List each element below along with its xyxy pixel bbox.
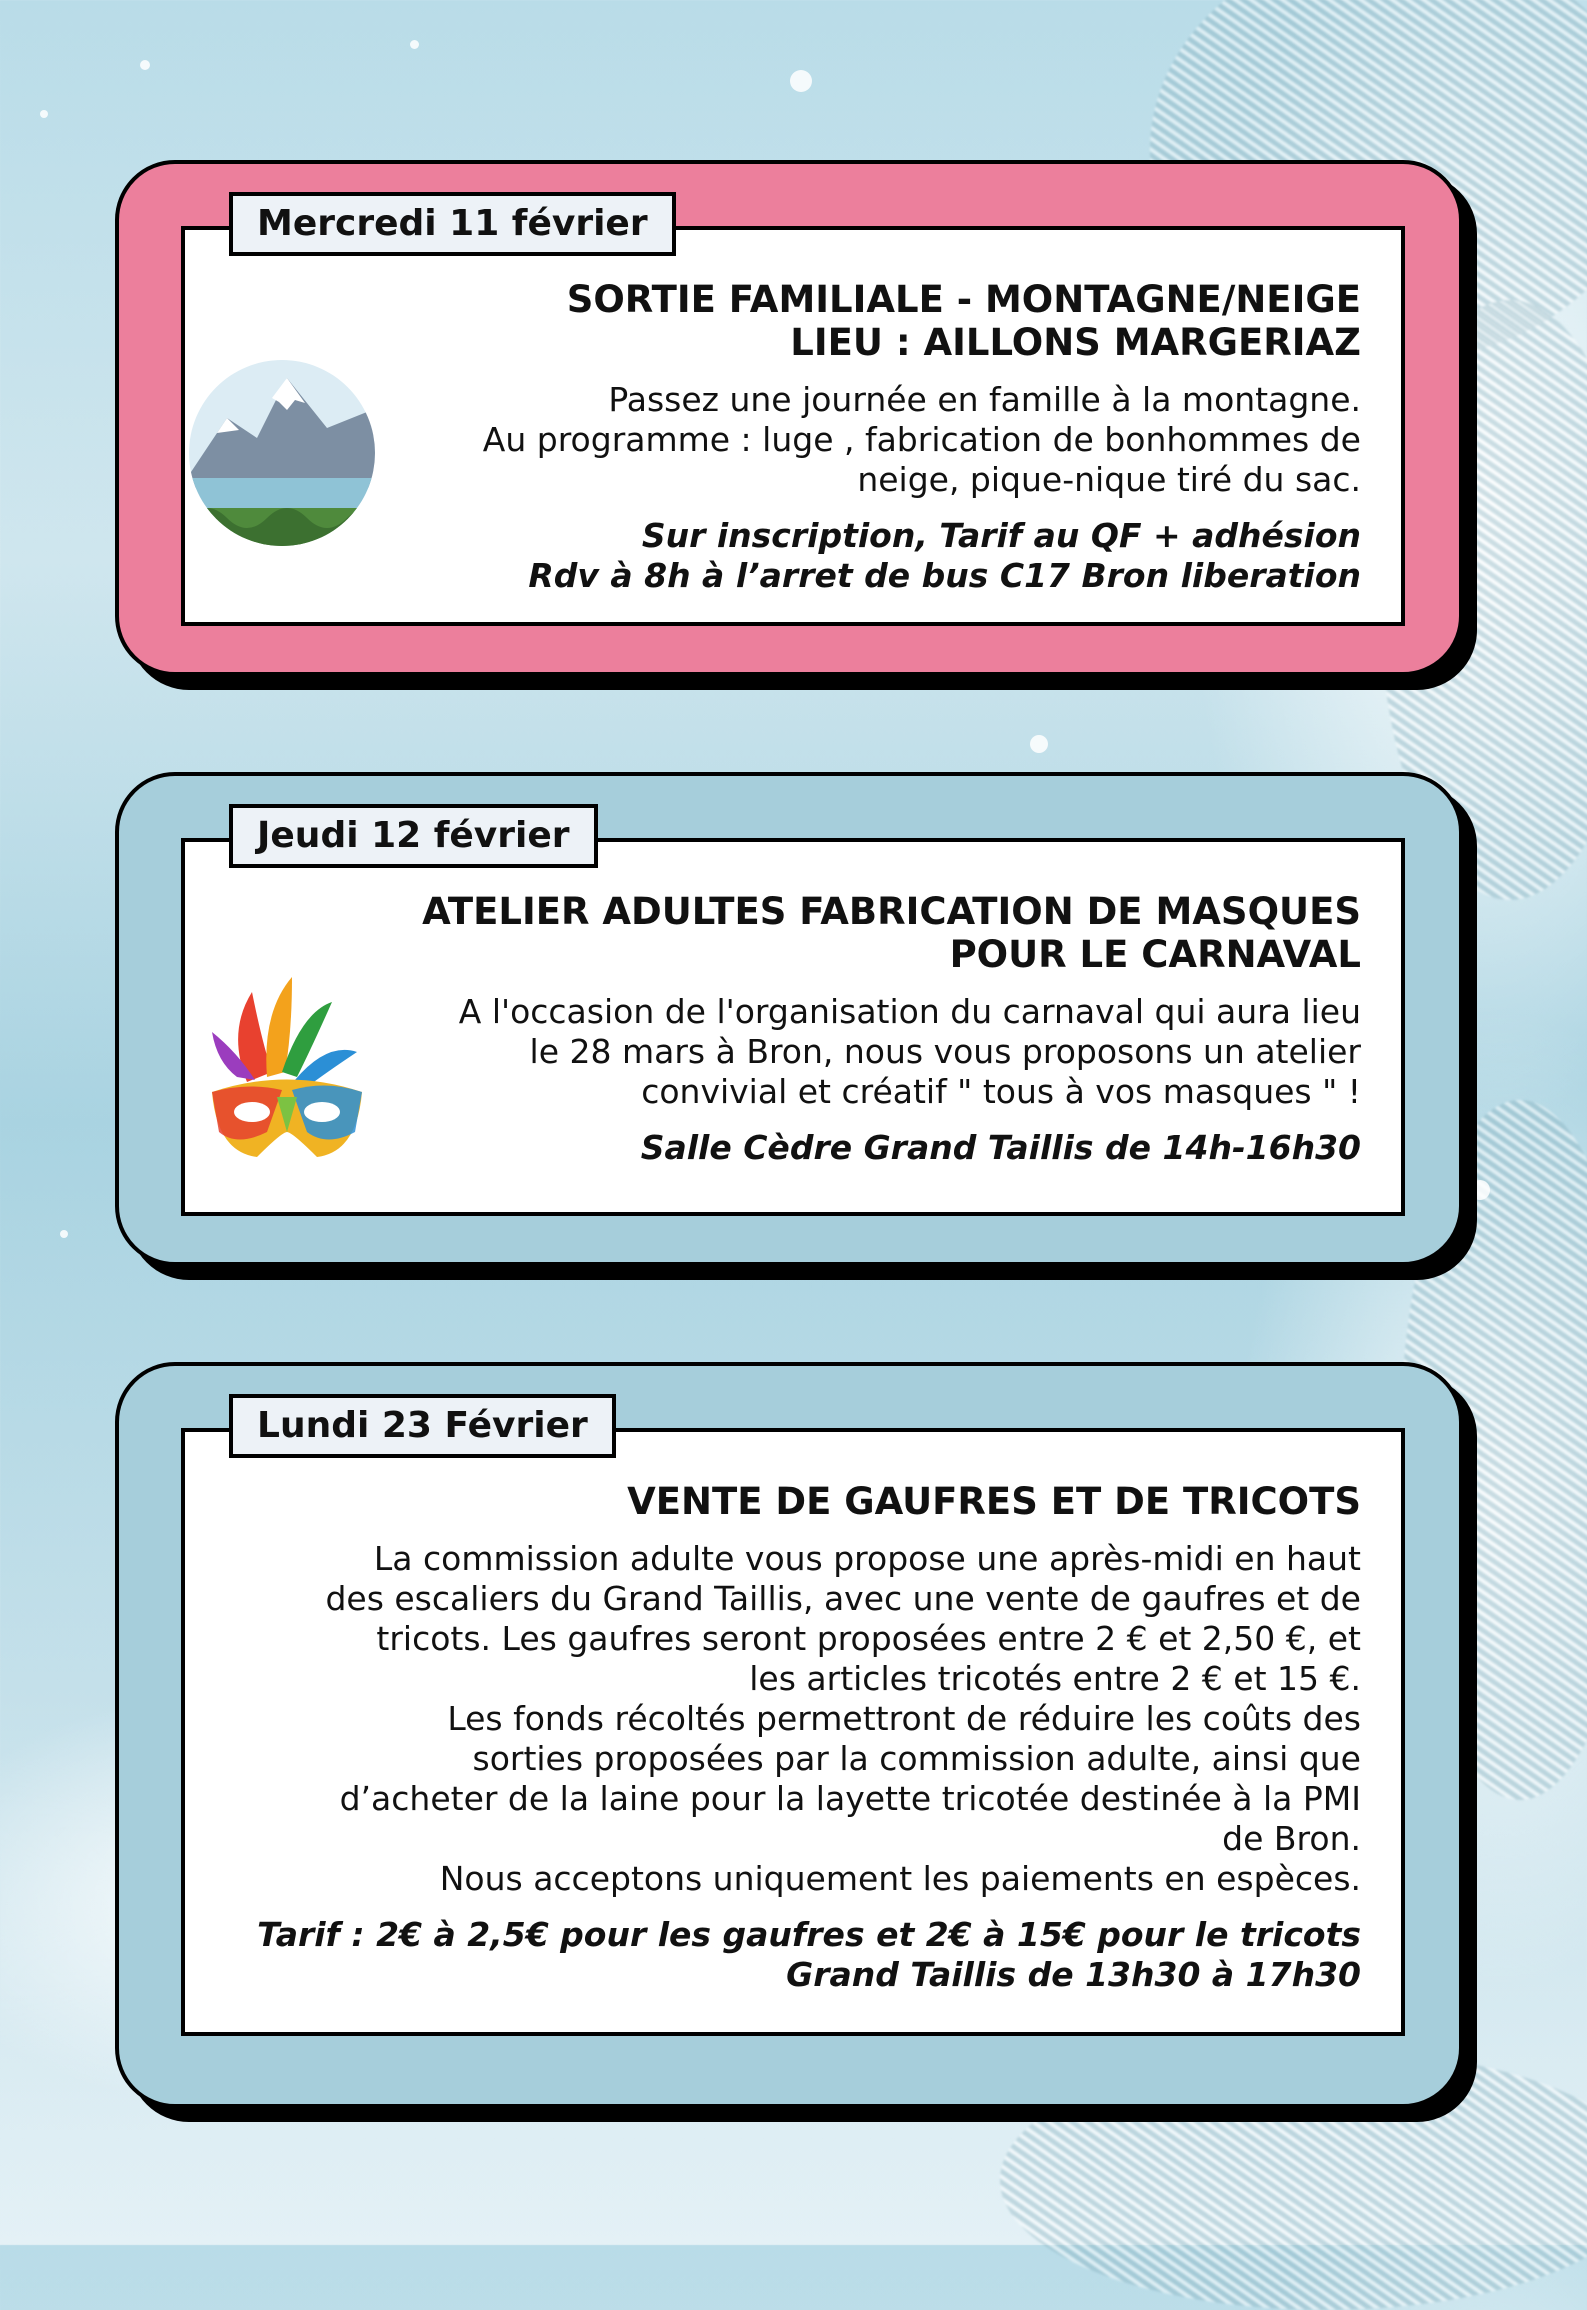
title-line: ATELIER ADULTES FABRICATION DE MASQUES xyxy=(422,890,1361,933)
title-line: POUR LE CARNAVAL xyxy=(949,933,1361,976)
info-line: Grand Taillis de 13h30 à 17h30 xyxy=(786,1955,1361,1994)
description-line: Nous acceptons uniquement les paiements en espèces. xyxy=(439,1859,1361,1898)
event-content-box xyxy=(181,226,1405,626)
description-line: La commission adulte vous propose une après-midi en haut xyxy=(373,1539,1361,1578)
description-line: A l'occasion de l'organisation du carnaval qui aura lieu xyxy=(458,992,1361,1031)
description-line: Passez une journée en famille à la montagne. xyxy=(608,380,1361,419)
event-info xyxy=(483,516,1361,596)
event-date-tab: Lundi 23 Février xyxy=(229,1394,616,1458)
event-title xyxy=(422,890,1361,976)
description-line: convivial et créatif " tous à vos masques " ! xyxy=(641,1072,1361,1111)
event-title xyxy=(257,1480,1361,1523)
title-line: SORTIE FAMILIALE - MONTAGNE/NEIGE xyxy=(566,278,1361,321)
event-content-box xyxy=(181,838,1405,1216)
description-line: les articles tricotés entre 2 € et 15 €. xyxy=(749,1659,1361,1698)
event-info xyxy=(257,1915,1361,1995)
title-line: VENTE DE GAUFRES ET DE TRICOTS xyxy=(627,1480,1361,1523)
event-description xyxy=(257,1539,1361,1899)
event-card-3 xyxy=(115,1362,1463,2108)
description-line: le 28 mars à Bron, nous vous proposons un atelier xyxy=(529,1032,1361,1071)
carnival-mask-illustration xyxy=(207,972,367,1172)
event-card-2 xyxy=(115,772,1463,1266)
event-info xyxy=(422,1128,1361,1168)
description-line: des escaliers du Grand Taillis, avec une vente de gaufres et de xyxy=(325,1579,1361,1618)
event-date-tab: Jeudi 12 février xyxy=(229,804,598,868)
event-card-1 xyxy=(115,160,1463,676)
description-line: d’acheter de la laine pour la layette tricotée destinée à la PMI xyxy=(339,1779,1361,1818)
event-title xyxy=(483,278,1361,364)
description-line: tricots. Les gaufres seront proposées entre 2 € et 2,50 €, et xyxy=(376,1619,1361,1658)
mountain-lake-illustration xyxy=(187,358,377,548)
description-line: sorties proposées par la commission adulte, ainsi que xyxy=(472,1739,1361,1778)
info-line: Rdv à 8h à l’arret de bus C17 Bron liberation xyxy=(528,556,1361,595)
description-line: neige, pique-nique tiré du sac. xyxy=(857,460,1361,499)
description-line: de Bron. xyxy=(1222,1819,1361,1858)
description-line: Les fonds récoltés permettront de réduire les coûts des xyxy=(447,1699,1361,1738)
info-line: Sur inscription, Tarif au QF + adhésion xyxy=(641,516,1361,555)
info-line: Tarif : 2€ à 2,5€ pour les gaufres et 2€ à 15€ pour le tricots xyxy=(257,1915,1361,1954)
event-description xyxy=(483,380,1361,500)
description-line: Au programme : luge , fabrication de bonhommes de xyxy=(482,420,1361,459)
event-description xyxy=(422,992,1361,1112)
event-date-tab: Mercredi 11 février xyxy=(229,192,676,256)
title-line: LIEU : AILLONS MARGERIAZ xyxy=(790,321,1361,364)
event-content-box xyxy=(181,1428,1405,2036)
info-line: Salle Cèdre Grand Taillis de 14h-16h30 xyxy=(640,1128,1361,1167)
